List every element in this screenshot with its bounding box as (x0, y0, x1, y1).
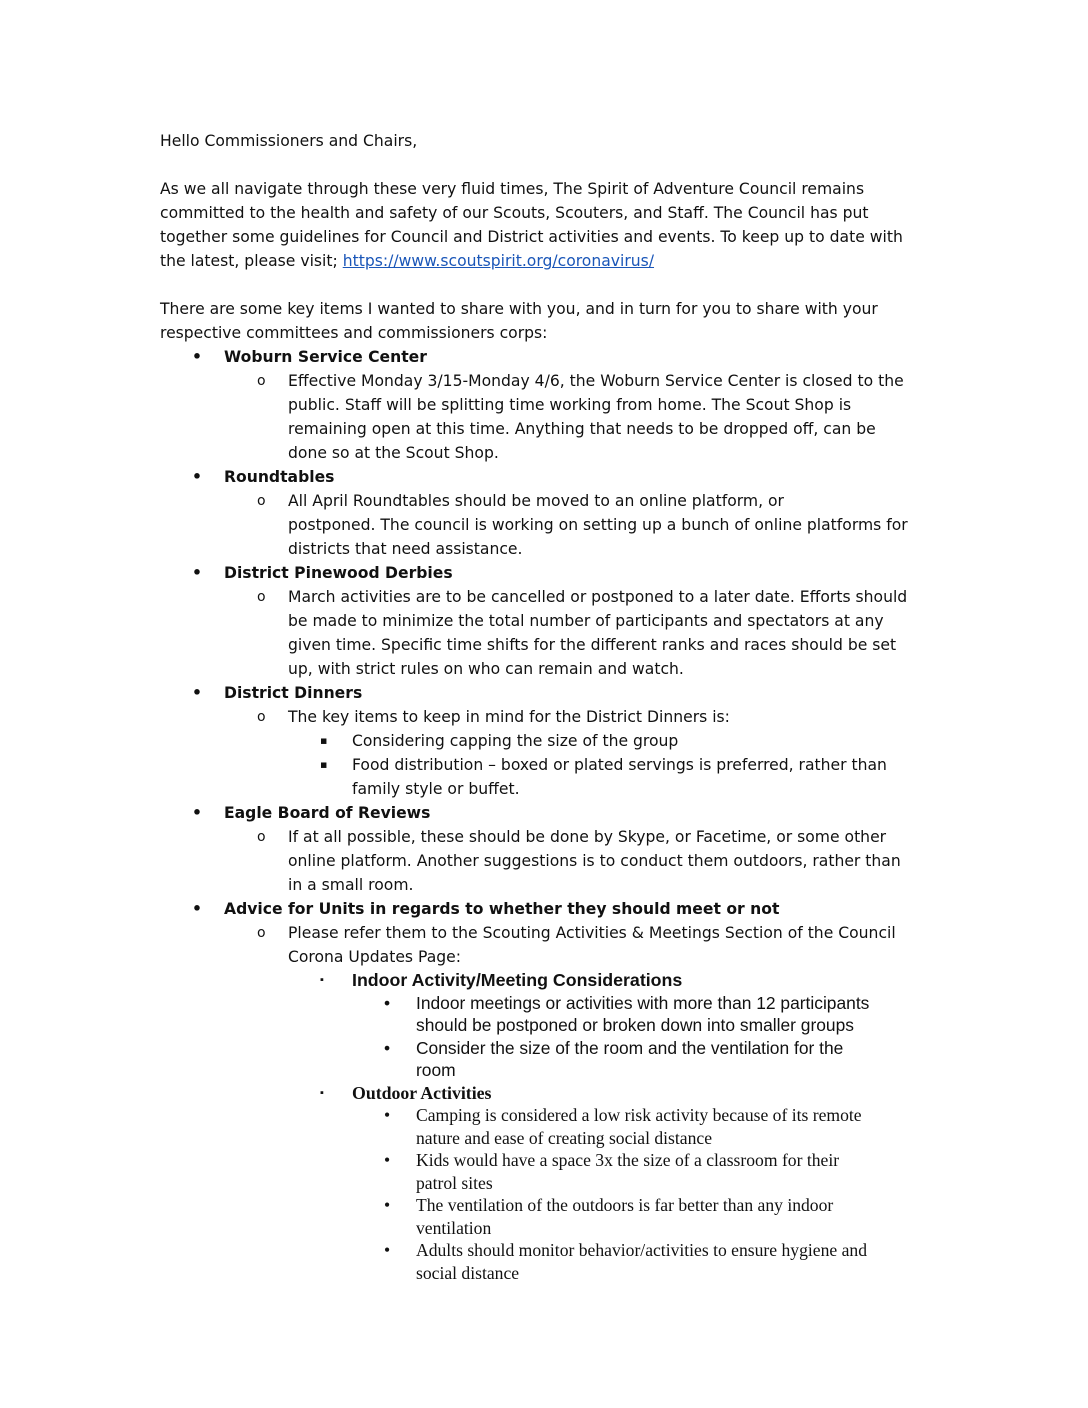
body-line: ventilation (416, 1217, 492, 1238)
body-line: districts that need assistance. (288, 540, 523, 558)
body-line: Please refer them to the Scouting Activities & Meetings Section of the Council (288, 924, 896, 942)
body-line: March activities are to be cancelled or postponed to a later date. Efforts should (288, 588, 908, 606)
section-body-roundtables (160, 489, 940, 561)
intro-line: committed to the health and safety of our Scouts, Scouters, and Staff. The Council has put (160, 204, 869, 222)
body-line: be made to minimize the total number of participants and spectators at any (288, 612, 884, 630)
body-line: All April Roundtables should be moved to an online platform, or (288, 492, 784, 510)
section-title-eagle (160, 801, 940, 825)
section-body-advice (160, 921, 940, 969)
bullet-marker: • (384, 1195, 391, 1215)
body-line: should be postponed or broken down into smaller groups (416, 1015, 854, 1035)
section-title-text: Roundtables (224, 468, 335, 486)
body-line: family style or buffet. (352, 780, 520, 798)
intro-line: together some guidelines for Council and District activities and events. To keep up to date with (160, 228, 903, 246)
bullet-marker: • (384, 1037, 391, 1058)
intro-prefix: the latest, please visit; (160, 252, 343, 270)
section-title-roundtables (160, 465, 940, 489)
outdoor-heading (160, 1082, 940, 1105)
spacer (160, 153, 940, 177)
body-line: Adults should monitor behavior/activities to ensure hygiene and (416, 1240, 867, 1260)
body-line: postponed. The council is working on setting up a bunch of online platforms for (288, 516, 908, 534)
key-items-line: There are some key items I wanted to share with you, and in turn for you to share with your (160, 300, 878, 318)
section-title-text: Woburn Service Center (224, 348, 427, 366)
body-line: If at all possible, these should be done by Skype, or Facetime, or some other (288, 828, 887, 846)
intro-line: As we all navigate through these very fluid times, The Spirit of Adventure Council remains (160, 180, 865, 198)
body-line: given time. Specific time shifts for the different ranks and races should be set (288, 636, 897, 654)
spacer (160, 273, 940, 297)
body-line: Effective Monday 3/15-Monday 4/6, the Woburn Service Center is closed to the (288, 372, 904, 390)
bullet-marker: • (384, 992, 391, 1013)
body-line: Corona Updates Page: (288, 948, 461, 966)
circle-marker: o (257, 373, 266, 389)
body-line: Consider the size of the room and the ventilation for the (416, 1037, 844, 1058)
bullet-marker: • (384, 1150, 391, 1170)
bullet-marker: • (384, 1240, 391, 1260)
body-line: Kids would have a space 3x the size of a classroom for their (416, 1150, 840, 1170)
outdoor-item (160, 1194, 940, 1239)
square-marker: ▪ (320, 1086, 324, 1099)
indoor-item (160, 1037, 940, 1082)
body-line: patrol sites (416, 1172, 493, 1193)
body-line: Food distribution – boxed or plated servings is preferred, rather than (352, 756, 887, 774)
body-line: online platform. Another suggestions is to conduct them outdoors, rather than (288, 852, 901, 870)
key-items-line: respective committees and commissioners corps: (160, 324, 548, 342)
coronavirus-link[interactable]: https://www.scoutspirit.org/coronavirus/ (342, 252, 655, 270)
outdoor-item (160, 1239, 940, 1284)
section-body-eagle (160, 825, 940, 897)
key-items-paragraph (160, 297, 940, 345)
body-line: Indoor meetings or activities with more than 12 participants (416, 992, 870, 1013)
bullet-marker: • (192, 900, 202, 918)
body-line: The ventilation of the outdoors is far better than any indoor (416, 1195, 834, 1215)
body-line: done so at the Scout Shop. (288, 444, 499, 462)
circle-marker: o (257, 829, 266, 845)
bullet-marker: • (192, 468, 202, 486)
intro-line-last (160, 249, 940, 273)
greeting: Hello Commissioners and Chairs, (160, 132, 418, 150)
circle-marker: o (257, 589, 266, 605)
body-line: Camping is considered a low risk activity because of its remote (416, 1105, 862, 1125)
circle-marker: o (257, 709, 266, 725)
section-title-woburn (160, 345, 940, 369)
dinners-subitem (160, 729, 940, 753)
bullet-marker: • (384, 1105, 391, 1125)
body-line: The key items to keep in mind for the District Dinners is: (288, 708, 730, 726)
bullet-marker: • (192, 684, 202, 702)
section-title-dinners (160, 681, 940, 705)
indoor-heading (160, 969, 940, 992)
section-body-woburn (160, 369, 940, 465)
section-title-text: Eagle Board of Reviews (224, 804, 431, 822)
section-title-advice (160, 897, 940, 921)
outdoor-item (160, 1104, 940, 1149)
body-line: in a small room. (288, 876, 414, 894)
body-line: up, with strict rules on who can remain and watch. (288, 660, 684, 678)
section-body-dinners (160, 705, 940, 729)
square-marker: ▪ (320, 974, 324, 986)
intro-paragraph (160, 177, 940, 273)
bullet-marker: • (192, 564, 202, 582)
body-line: Considering capping the size of the group (352, 732, 679, 750)
circle-marker: o (257, 925, 266, 941)
indoor-heading-text: Indoor Activity/Meeting Considerations (352, 970, 683, 990)
body-line: public. Staff will be splitting time working from home. The Scout Shop is (288, 396, 852, 414)
section-title-pinewood (160, 561, 940, 585)
body-line: nature and ease of creating social distance (416, 1127, 713, 1148)
section-body-pinewood (160, 585, 940, 681)
outdoor-heading-text: Outdoor Activities (352, 1082, 492, 1103)
body-line: room (416, 1060, 456, 1080)
dinners-subitem (160, 753, 940, 801)
section-title-text: Advice for Units in regards to whether they should meet or not (224, 900, 780, 918)
body-line: remaining open at this time. Anything that needs to be dropped off, can be (288, 420, 876, 438)
indoor-item (160, 992, 940, 1037)
square-marker: ▪ (320, 734, 328, 747)
body-line: social distance (416, 1262, 520, 1283)
bullet-marker: • (192, 804, 202, 822)
circle-marker: o (257, 493, 266, 509)
outdoor-item (160, 1149, 940, 1194)
bullet-marker: • (192, 348, 202, 366)
section-title-text: District Dinners (224, 684, 363, 702)
document-body (160, 129, 940, 1284)
square-marker: ▪ (320, 758, 328, 771)
section-title-text: District Pinewood Derbies (224, 564, 453, 582)
